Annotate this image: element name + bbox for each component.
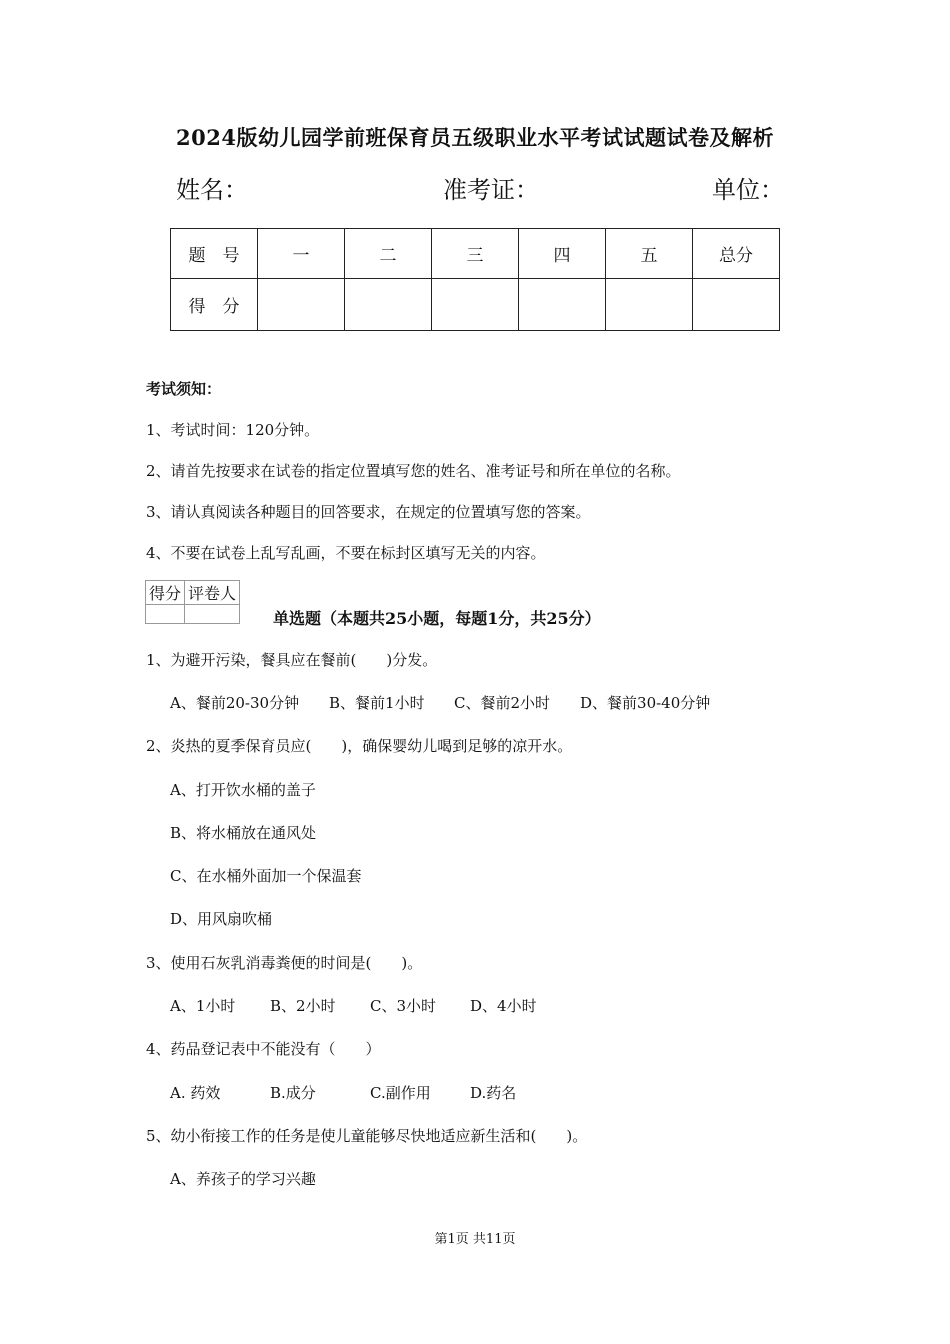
score-table-score-row <box>171 279 780 331</box>
notice-item: 2、请首先按要求在试卷的指定位置填写您的姓名、准考证号和所在单位的名称。 <box>146 462 681 480</box>
question-text: 1、为避开污染，餐具应在餐前( )分发。 <box>146 651 438 669</box>
score-header-cell: 四 <box>519 229 606 279</box>
score-cell <box>606 279 693 331</box>
option-row <box>170 995 537 1016</box>
option: D、餐前30-40分钟 <box>580 694 711 712</box>
notice-title: 考试须知： <box>146 380 222 398</box>
option-row <box>170 1082 516 1103</box>
score-header-cell: 一 <box>258 229 345 279</box>
score-cell <box>345 279 432 331</box>
exam-id-label: 准考证： <box>443 176 539 204</box>
unit-label: 单位： <box>712 176 784 204</box>
score-header-cell: 三 <box>432 229 519 279</box>
question-text: 2、炎热的夏季保育员应( )，确保婴幼儿喝到足够的凉开水。 <box>146 737 573 755</box>
score-table-header-row <box>171 229 780 279</box>
option: A、打开饮水桶的盖子 <box>170 781 316 799</box>
option: C、3小时 <box>370 997 437 1015</box>
option: B.成分 <box>270 1084 316 1102</box>
score-header-cell: 五 <box>606 229 693 279</box>
question-text: 3、使用石灰乳消毒粪便的时间是( )。 <box>146 954 423 972</box>
score-cell <box>693 279 780 331</box>
score-header-cell: 二 <box>345 229 432 279</box>
grader-name-label: 评卷人 <box>185 581 240 605</box>
notice-item: 1、考试时间：120分钟。 <box>146 421 320 439</box>
option: B、将水桶放在通风处 <box>170 824 317 842</box>
name-label: 姓名： <box>176 176 248 204</box>
option: D、用风扇吹桶 <box>170 910 273 928</box>
option: C.副作用 <box>370 1084 431 1102</box>
option: C、餐前2小时 <box>454 694 551 712</box>
score-cell <box>258 279 345 331</box>
grader-score-label: 得分 <box>146 581 185 605</box>
grader-name-cell <box>185 605 240 624</box>
score-cell <box>432 279 519 331</box>
score-row-label: 得 分 <box>171 279 258 331</box>
score-header-cell: 总分 <box>693 229 780 279</box>
question-text: 5、幼小衔接工作的任务是使儿童能够尽快地适应新生活和( )。 <box>146 1127 588 1145</box>
option: A、养孩子的学习兴趣 <box>170 1170 316 1188</box>
option: D、4小时 <box>470 997 537 1015</box>
section-heading: 单选题（本题共25小题，每题1分，共25分） <box>273 609 601 628</box>
option: B、2小时 <box>270 997 336 1015</box>
option: B、餐前1小时 <box>329 694 425 712</box>
score-table <box>170 228 780 331</box>
grader-box <box>145 580 240 624</box>
document-title: 2024版幼儿园学前班保育员五级职业水平考试试题试卷及解析 <box>176 125 774 150</box>
notice-item: 4、不要在试卷上乱写乱画，不要在标封区填写无关的内容。 <box>146 544 546 562</box>
score-header-cell: 题 号 <box>171 229 258 279</box>
option: A. 药效 <box>170 1084 221 1102</box>
grader-score-cell <box>146 605 185 624</box>
page-footer: 第1页 共11页 <box>434 1232 516 1247</box>
score-cell <box>519 279 606 331</box>
option: A、1小时 <box>170 997 236 1015</box>
option-row <box>170 692 710 713</box>
option: A、餐前20-30分钟 <box>170 694 300 712</box>
option: C、在水桶外面加一个保温套 <box>170 867 362 885</box>
option: D.药名 <box>470 1084 517 1102</box>
notice-item: 3、请认真阅读各种题目的回答要求，在规定的位置填写您的答案。 <box>146 503 591 521</box>
question-text: 4、药品登记表中不能没有（ ） <box>146 1040 381 1058</box>
